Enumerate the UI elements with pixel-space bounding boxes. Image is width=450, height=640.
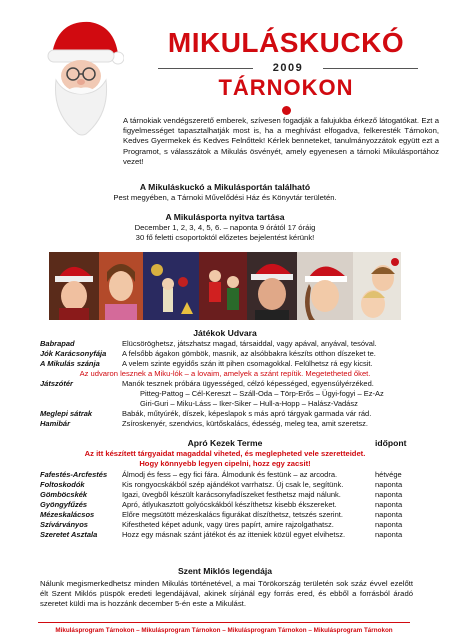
workshop-row: [0, 480, 450, 490]
workshop-heading: Apró Kezek Terme: [187, 438, 263, 448]
games-row-label: Hamibár: [40, 419, 71, 428]
workshop-row: [0, 500, 450, 510]
workshop-row-desc: Álmodj és fess – egy fici fára. Álmodunk és festünk – az arcodra.: [122, 470, 338, 479]
workshop-row: [0, 490, 450, 500]
legend-heading: Szent Miklós legendája: [177, 566, 273, 576]
games-row-label: Játszótér: [40, 379, 73, 388]
workshop-row: [0, 510, 450, 520]
workshop-row-desc: Apró, átlyukasztott golyócskákból készíthetsz kisebb ékszereket.: [122, 500, 337, 509]
workshop-row-time: naponta: [375, 480, 403, 489]
games-row-desc: Elücsöröghetsz, játszhatsz magad, társaiddal, vagy apával, anyával, tesóval.: [122, 339, 377, 348]
games-subrow: [0, 399, 450, 409]
games-row-desc: A velem szinte egyidős szán itt pihen csomagokkal. Felülhetsz rá egy kicsit.: [122, 359, 373, 368]
workshop-row-label: Foltoskodók: [40, 480, 85, 489]
games-row: [0, 409, 450, 419]
divider: [323, 68, 418, 69]
games-row: [0, 379, 450, 389]
legend-paragraph: Nálunk megismerkedhetsz minden Mikulás történetével, a mai Törökország területén sok száz évvel ezelőtt élt Szent Miklós püspök eredeti legendájával, akinek sírjánál egy forrás ered, és ebből a forrásból áradó szeretet küldi ma is hozzánk december 5-én este a Mikulást.: [40, 579, 413, 608]
workshop-row-time: naponta: [375, 500, 403, 509]
workshop-row-time: hétvége: [375, 470, 402, 479]
red-dot-decoration: [282, 106, 291, 115]
workshop-row-label: Mézeskalácsos: [40, 510, 95, 519]
games-row-desc: Zsíroskenyér, szendvics, kürtőskalács, édesség, meleg tea, amit szeretsz.: [122, 419, 368, 428]
games-row-label: Meglepi sátrak: [40, 409, 93, 418]
time-column-header: időpont: [375, 438, 407, 448]
workshop-row-desc: Kifestheted képet adunk, vagy üres papírt, amire rajzolgathatsz.: [122, 520, 334, 529]
workshop-row: [0, 520, 450, 530]
workshop-row-desc: Kis rongyocskákból szép ajándékot varrhatsz. Új csak le, segítünk.: [122, 480, 344, 489]
workshop-row-desc: Hozz egy másnak szánt játékot és az itteniek közül egyet elvihetsz.: [122, 530, 346, 539]
games-heading: Játékok Udvara: [193, 328, 257, 338]
footer-text: Mikulásprogram Tárnokon – Mikulásprogram Tárnokon – Mikulásprogram Tárnokon – Mikulásprogram Tárnokon: [55, 627, 393, 634]
games-subrow: [0, 389, 450, 399]
santa-portrait: [38, 14, 124, 136]
footer-divider: [38, 622, 410, 623]
page-title: MIKULÁSKUCKÓ: [167, 27, 405, 58]
workshop-row-label: Szívárványos: [40, 520, 88, 529]
photo-man-santa-hat: [247, 252, 297, 320]
workshop-row-desc: Előre megsütött mézeskalács figurákat díszíthetsz, tetszés szerint.: [122, 510, 343, 519]
opening-note: 30 fő feletti csoportoktól előzetes bejelentést kérünk!: [135, 233, 315, 242]
page-subtitle: TÁRNOKON: [218, 75, 354, 100]
workshop-red-note: Hogy könnyebb legyen cipelni, hozz egy zacsit!: [139, 459, 311, 468]
games-row-label: Jók Karácsonyfája: [40, 349, 107, 358]
games-row: [0, 349, 450, 359]
photo-figurines: [199, 252, 247, 320]
workshop-row-time: naponta: [375, 520, 403, 529]
games-row: [0, 419, 450, 429]
workshop-red-note: Az itt készített tárgyaidat magaddal viheted, és meglepheted vele szeretteidet.: [84, 449, 366, 458]
workshop-row-label: Szeretet Asztala: [40, 530, 98, 539]
games-station-list: Giri-Guri – Miku-Láss – Iker-Siker – Hull-a-Hopp – Halász-Vadász: [140, 399, 358, 408]
workshop-row: [0, 530, 450, 540]
workshop-row-time: naponta: [375, 530, 403, 539]
opening-heading: A Mikulásporta nyitva tartása: [165, 212, 285, 222]
photo-girl-santa-hat: [297, 252, 353, 320]
location-text: Pest megyében, a Tárnoki Művelődési Ház és Könyvtár területén.: [113, 193, 337, 202]
games-row-desc: Babák, műtyúrék, díszek, képeslapok s más apró tárgyak garmada vár rád.: [122, 409, 372, 418]
games-row: [0, 359, 450, 369]
photo-child-santa-hat: [49, 252, 99, 320]
games-row-label: Babrapad: [40, 339, 75, 348]
workshop-row-desc: Igazi, üvegből készült karácsonyfadíszeket festhetsz majd nálunk.: [122, 490, 341, 499]
year-label: 2009: [272, 62, 304, 74]
opening-dates: December 1, 2, 3, 4, 5, 6. – naponta 9 órától 17 óráig: [134, 223, 316, 232]
photo-decorations: [143, 252, 199, 320]
year-row: [158, 62, 418, 74]
games-row-label: A Mikulás szánja: [40, 359, 100, 368]
photo-strip: [49, 252, 401, 320]
workshop-row: [0, 470, 450, 480]
photo-girl: [99, 252, 143, 320]
workshop-row-label: Gyöngyfűzés: [40, 500, 88, 509]
workshop-row-label: Gömböcskék: [40, 490, 88, 499]
workshop-row-time: naponta: [375, 510, 403, 519]
games-row: [0, 339, 450, 349]
workshop-row-time: naponta: [375, 490, 403, 499]
location-heading: A Mikuláskuckó a Mikulásportán található: [139, 182, 311, 192]
games-station-list: Pitteg-Pattog – Cél-Kereszt – Száll-Oda – Törp-Erős – Ügyi-fogyi – Ez-Az: [140, 389, 384, 398]
games-red-note: Az udvaron lesznek a Miku-lók – a lovaim, amelyek a szánt repítik. Megetetheted őket.: [79, 369, 371, 378]
photo-children: [353, 252, 401, 320]
games-row-desc: A felsőbb ágakon gömbök, masnik, az alsóbbakra készíts otthon díszeket te.: [122, 349, 376, 358]
workshop-row-label: Fafestés-Arcfestés: [40, 470, 108, 479]
intro-paragraph: A tárnokiak vendégszerető emberek, szívesen fogadják a falujukba érkező látogatókat. Ezt a figyelmességet tapasztalhatják most is, ha a meghívást elfogadva, felkeresték Tárnokon, Kedves Gyermekek és Kedves Felnőttek! Kérlek benneteket, tanulmányozzátok együtt ezt a Programot, s válasszátok a Mikulás ösvényét, amely egyenesen a tárnoki Mikulásportához vezet!: [123, 116, 439, 166]
games-row-desc: Manók tesznek próbára ügyességed, célzó képességed, egyensúlyérzéked.: [122, 379, 374, 388]
